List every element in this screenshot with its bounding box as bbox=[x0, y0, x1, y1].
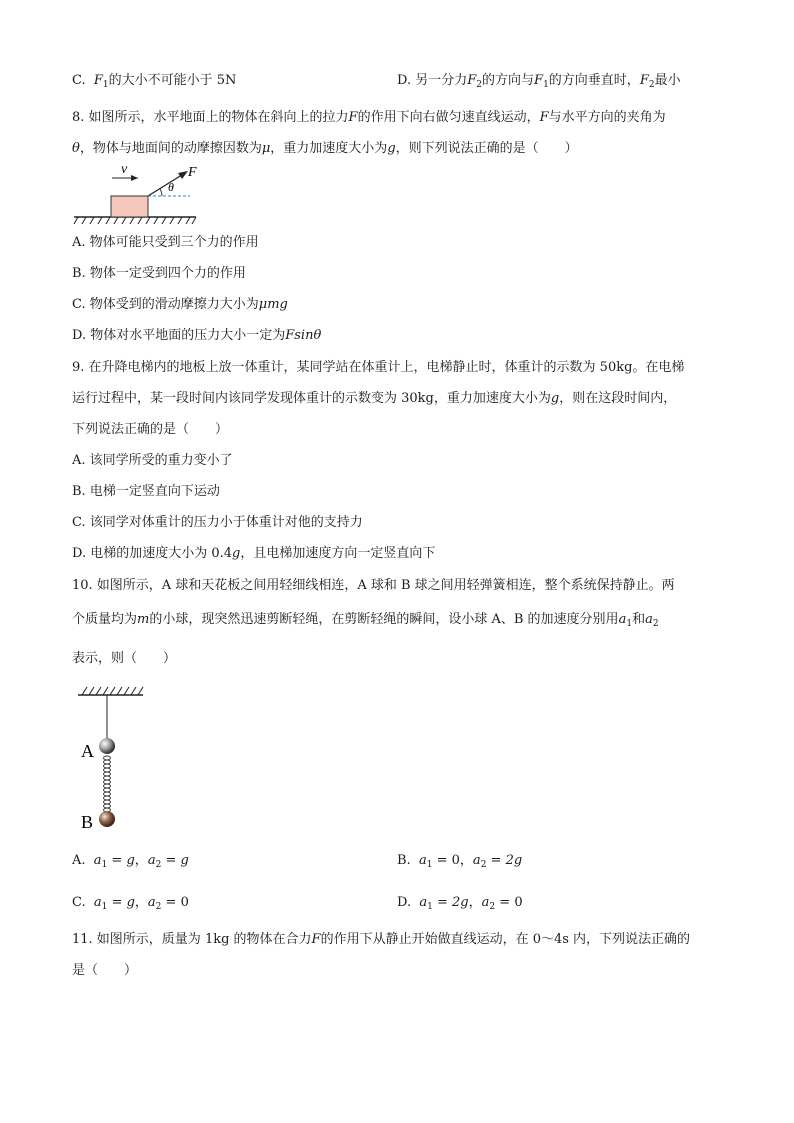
q9-option-a[interactable]: A. 该同学所受的重力变小了 bbox=[72, 453, 233, 468]
ball-b bbox=[99, 811, 115, 827]
q8-option-c[interactable]: C. 物体受到的滑动摩擦力大小为μmg bbox=[72, 297, 288, 312]
velocity-label: v bbox=[121, 162, 128, 177]
q10-option-a[interactable]: A. $a_1 = g$，$a_2 = g$ bbox=[72, 853, 189, 870]
q10-stem-line1: 10. 如图所示，A 球和天花板之间用轻细线相连，A 球和 B 球之间用轻弹簧相连，整个系统保持静止。两 bbox=[72, 578, 675, 593]
q11-stem-line2: 是（ ） bbox=[72, 963, 138, 978]
q8-option-d[interactable]: D. 物体对水平地面的压力大小一定为Fsinθ bbox=[72, 328, 322, 343]
q10-stem-line3: 表示，则（ ） bbox=[72, 651, 177, 666]
q8-figure bbox=[72, 160, 212, 230]
block bbox=[111, 196, 148, 217]
q8-stem-line2: θ，物体与地面间的动摩擦因数为μ，重力加速度大小为g，则下列说法正确的是（ ） bbox=[72, 141, 578, 156]
q9-stem-line2: 运行过程中，某一段时间内该同学发现体重计的示数变为 30kg，重力加速度大小为g，则在这段时间内， bbox=[72, 391, 677, 406]
ground bbox=[74, 217, 196, 224]
q9-option-b[interactable]: B. 电梯一定竖直向下运动 bbox=[72, 484, 220, 499]
q11-stem-line1: 11. 如图所示，质量为 1kg 的物体在合力F的作用下从静止开始做直线运动，在 0～4s 内，下列说法正确的 bbox=[72, 932, 691, 947]
q10-figure bbox=[72, 682, 152, 832]
ball-a bbox=[99, 738, 115, 754]
q8-stem-line1: 8. 如图所示，水平地面上的物体在斜向上的拉力F的作用下向右做匀速直线运动，F与水平方向的夹角为 bbox=[72, 110, 666, 125]
q9-stem-line1: 9. 在升降电梯内的地板上放一体重计，某同学站在体重计上，电梯静止时，体重计的示数为 50kg。在电梯 bbox=[72, 360, 685, 375]
angle-label: θ bbox=[168, 180, 174, 194]
q8-option-b[interactable]: B. 物体一定受到四个力的作用 bbox=[72, 266, 246, 281]
q9-stem-line3: 下列说法正确的是（ ） bbox=[72, 422, 229, 437]
spring bbox=[104, 756, 111, 812]
q10-option-c[interactable]: C. $a_1 = g$，$a_2 = 0$ bbox=[72, 895, 189, 912]
ceiling bbox=[78, 687, 143, 695]
q10-option-b[interactable]: B. $a_1 = 0$，$a_2 = 2g$ bbox=[397, 853, 523, 870]
q7-option-c[interactable]: C. $F_1$的大小不可能小于 5N bbox=[72, 73, 237, 90]
q7-option-d[interactable]: D. 另一分力$F_2$的方向与$F_1$的方向垂直时，$F_2$最小 bbox=[397, 73, 681, 90]
force-label: F bbox=[188, 165, 197, 180]
q10-stem-line2: 个质量均为m的小球，现突然迅速剪断轻绳，在剪断轻绳的瞬间，设小球 A、B 的加速度分别用$a_1$和$a_2$ bbox=[72, 612, 659, 629]
q8-option-a[interactable]: A. 物体可能只受到三个力的作用 bbox=[72, 235, 259, 250]
q10-option-d[interactable]: D. $a_1 = 2g$，$a_2 = 0$ bbox=[397, 895, 523, 912]
force-arrow bbox=[148, 173, 185, 196]
ball-a-label: A bbox=[81, 741, 94, 761]
ball-b-label: B bbox=[81, 812, 94, 832]
q9-option-d[interactable]: D. 电梯的加速度大小为 0.4g，且电梯加速度方向一定竖直向下 bbox=[72, 546, 436, 561]
q9-option-c[interactable]: C. 该同学对体重计的压力小于体重计对他的支持力 bbox=[72, 515, 363, 530]
angle-arc bbox=[160, 189, 162, 196]
